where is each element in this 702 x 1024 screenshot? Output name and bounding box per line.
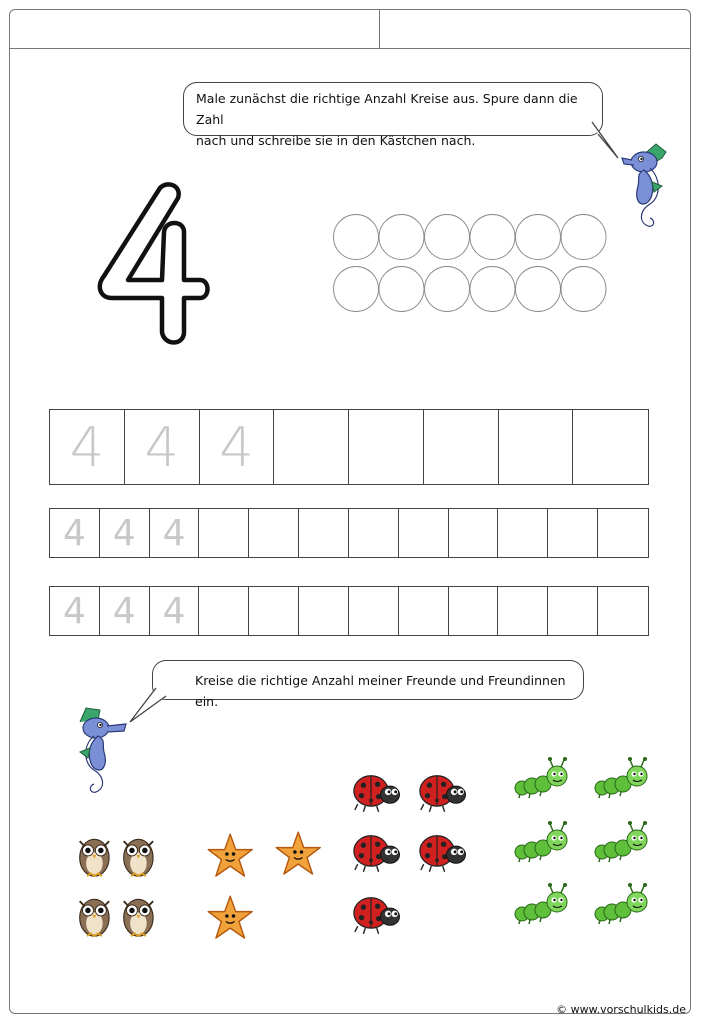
writing-box[interactable]: 4 bbox=[50, 410, 125, 484]
writing-box[interactable] bbox=[274, 410, 349, 484]
bubble-tail-2 bbox=[128, 686, 168, 726]
writing-box[interactable] bbox=[548, 509, 598, 557]
writing-box[interactable] bbox=[349, 587, 399, 635]
color-circle[interactable] bbox=[379, 267, 424, 312]
big-number-outline bbox=[98, 180, 210, 346]
date-field[interactable] bbox=[380, 10, 690, 49]
writing-box[interactable] bbox=[424, 410, 499, 484]
color-circle[interactable] bbox=[470, 267, 515, 312]
writing-box[interactable]: 4 bbox=[150, 587, 200, 635]
writing-box[interactable] bbox=[199, 509, 249, 557]
seahorse-icon bbox=[74, 704, 128, 796]
writing-box[interactable] bbox=[349, 509, 399, 557]
writing-box[interactable] bbox=[449, 587, 499, 635]
instruction-text-2: Kreise die richtige Anzahl meiner Freunde und Freundinnen ein. bbox=[195, 673, 566, 709]
writing-box[interactable] bbox=[399, 509, 449, 557]
instruction-text-line-2: nach und schreibe sie in den Kästchen nach. bbox=[196, 133, 476, 148]
color-circle[interactable] bbox=[425, 215, 470, 260]
footer-copyright: © www.vorschulkids.de bbox=[556, 1003, 686, 1016]
tracing-grid-small-1[interactable] bbox=[49, 508, 649, 558]
color-circle[interactable] bbox=[470, 215, 515, 260]
writing-box[interactable]: 4 bbox=[100, 509, 150, 557]
tracing-grid-small-2[interactable] bbox=[49, 586, 649, 636]
writing-box[interactable]: 4 bbox=[100, 587, 150, 635]
writing-box[interactable] bbox=[498, 509, 548, 557]
color-circle[interactable] bbox=[379, 215, 424, 260]
writing-box[interactable]: 4 bbox=[150, 509, 200, 557]
writing-box[interactable] bbox=[249, 509, 299, 557]
writing-box[interactable] bbox=[399, 587, 449, 635]
writing-box[interactable] bbox=[548, 587, 598, 635]
writing-box[interactable]: 4 bbox=[125, 410, 200, 484]
writing-box[interactable] bbox=[499, 410, 574, 484]
writing-box[interactable] bbox=[349, 410, 424, 484]
instruction-bubble-2 bbox=[152, 660, 584, 709]
name-field[interactable] bbox=[10, 10, 380, 49]
writing-box[interactable]: 4 bbox=[50, 509, 100, 557]
color-circle[interactable] bbox=[334, 267, 379, 312]
circle-grid[interactable] bbox=[330, 210, 610, 316]
seahorse-icon bbox=[622, 138, 674, 230]
instruction-text-line-1: Male zunächst die richtige Anzahl Kreise aus. Spure dann die Zahl bbox=[196, 91, 578, 127]
writing-box[interactable] bbox=[299, 587, 349, 635]
color-circle[interactable] bbox=[425, 267, 470, 312]
writing-box[interactable]: 4 bbox=[200, 410, 275, 484]
writing-box[interactable] bbox=[249, 587, 299, 635]
writing-box[interactable] bbox=[598, 587, 648, 635]
color-circle[interactable] bbox=[334, 215, 379, 260]
color-circle[interactable] bbox=[516, 267, 561, 312]
writing-box[interactable] bbox=[598, 509, 648, 557]
tracing-grid-large[interactable] bbox=[49, 409, 649, 485]
writing-box[interactable] bbox=[299, 509, 349, 557]
instruction-bubble-1 bbox=[183, 82, 603, 148]
color-circle[interactable] bbox=[561, 215, 606, 260]
writing-box[interactable] bbox=[449, 509, 499, 557]
writing-box[interactable] bbox=[498, 587, 548, 635]
writing-box[interactable] bbox=[573, 410, 648, 484]
writing-box[interactable] bbox=[199, 587, 249, 635]
color-circle[interactable] bbox=[516, 215, 561, 260]
color-circle[interactable] bbox=[561, 267, 606, 312]
writing-box[interactable]: 4 bbox=[50, 587, 100, 635]
